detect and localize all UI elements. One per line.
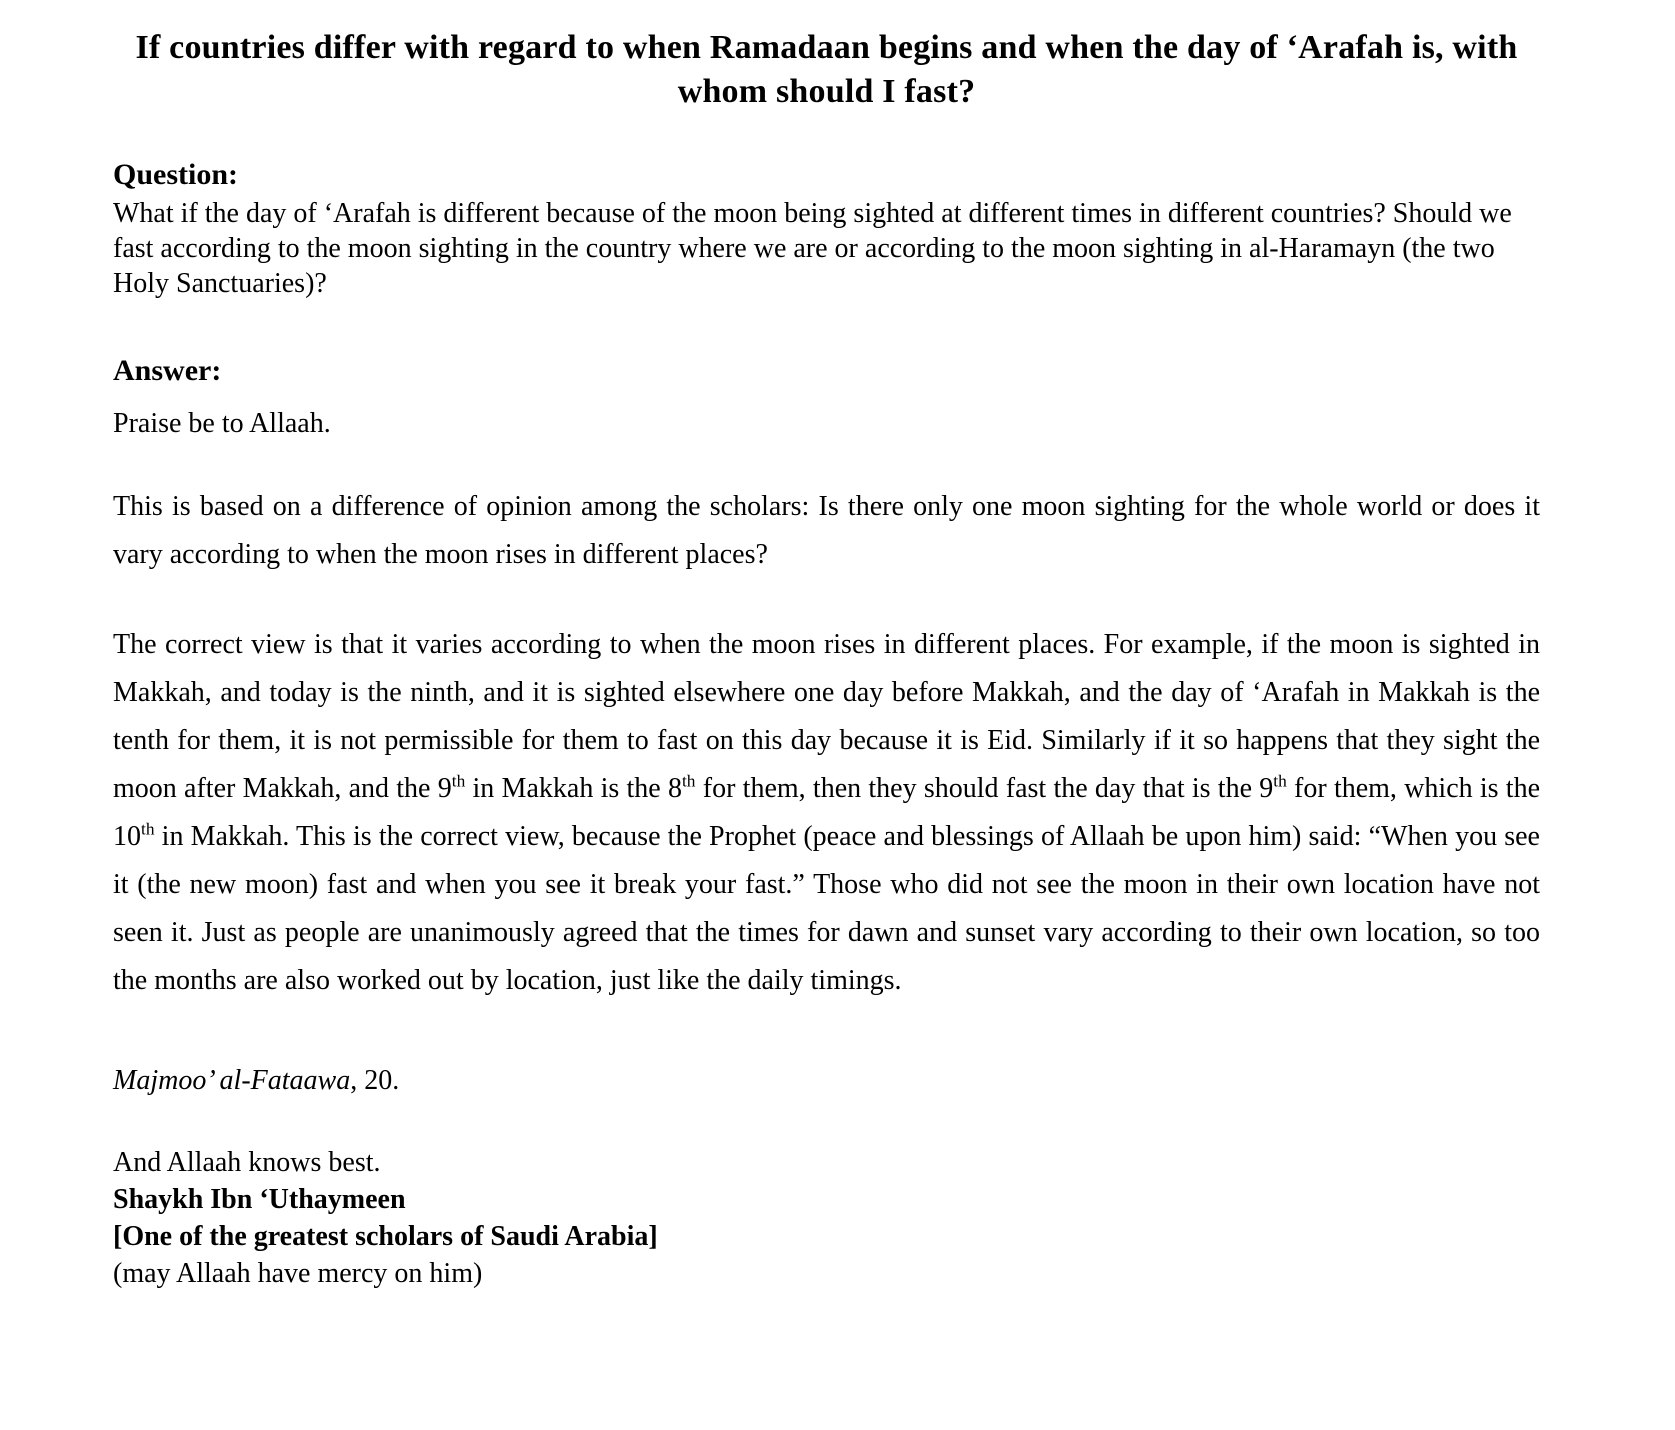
source-work-title: Majmoo’ al-Fataawa bbox=[113, 1065, 351, 1097]
question-section bbox=[113, 157, 1540, 301]
author-title: [One of the greatest scholars of Saudi Arabia] bbox=[113, 1221, 658, 1253]
answer-paragraph-opinion: This is based on a difference of opinion among the scholars: Is there only one moon sighting for the whole world or does it vary according to when the moon rises in different places? bbox=[113, 491, 1540, 571]
source-citation bbox=[113, 1063, 1540, 1098]
answer-heading: Answer: bbox=[113, 354, 222, 388]
praise-line: Praise be to Allaah. bbox=[113, 408, 331, 440]
source-volume: , 20. bbox=[350, 1065, 400, 1097]
answer-paragraph-correct-view: The correct view is that it varies according to when the moon rises in different places. For example, if the moon is sighted in Makkah, and today is the ninth, and it is sighted elsewhere one day before Makkah, and the day of ‘Arafah in Makkah is the tenth for them, it is not permissible for them to fast on this day because it is Eid. Similarly if it so happens that they sight the moon after Makkah, and the 9th in Makkah is the 8th for them, then they should fast the day that is the 9th for them, which is the 10th in Makkah. This is the correct view, because the Prophet (peace and blessings of Allaah be upon him) said: “When you see it (the new moon) fast and when you see it break your fast.” Those who did not see the moon in their own location have not seen it. Just as people are unanimously agreed that the times for dawn and sunset vary according to their own location, so too the months are also worked out by location, just like the daily timings. bbox=[113, 629, 1541, 997]
answer-section bbox=[113, 353, 1540, 1005]
closing-block bbox=[113, 1144, 1540, 1292]
closing-line: And Allaah knows best. bbox=[113, 1147, 381, 1179]
author-name: Shaykh Ibn ‘Uthaymeen bbox=[113, 1184, 406, 1216]
question-text: What if the day of ‘Arafah is different because of the moon being sighted at different times in different countries? Should we fast according to the moon sighting in the country where we are or according to the moon sighting in al-Haramayn (the two Holy Sanctuaries)? bbox=[113, 198, 1512, 300]
question-heading: Question: bbox=[113, 158, 239, 192]
page-title: If countries differ with regard to when Ramadaan begins and when the day of ‘Arafah is, with whom should I fast? bbox=[135, 29, 1518, 110]
mercy-line: (may Allaah have mercy on him) bbox=[113, 1258, 483, 1290]
